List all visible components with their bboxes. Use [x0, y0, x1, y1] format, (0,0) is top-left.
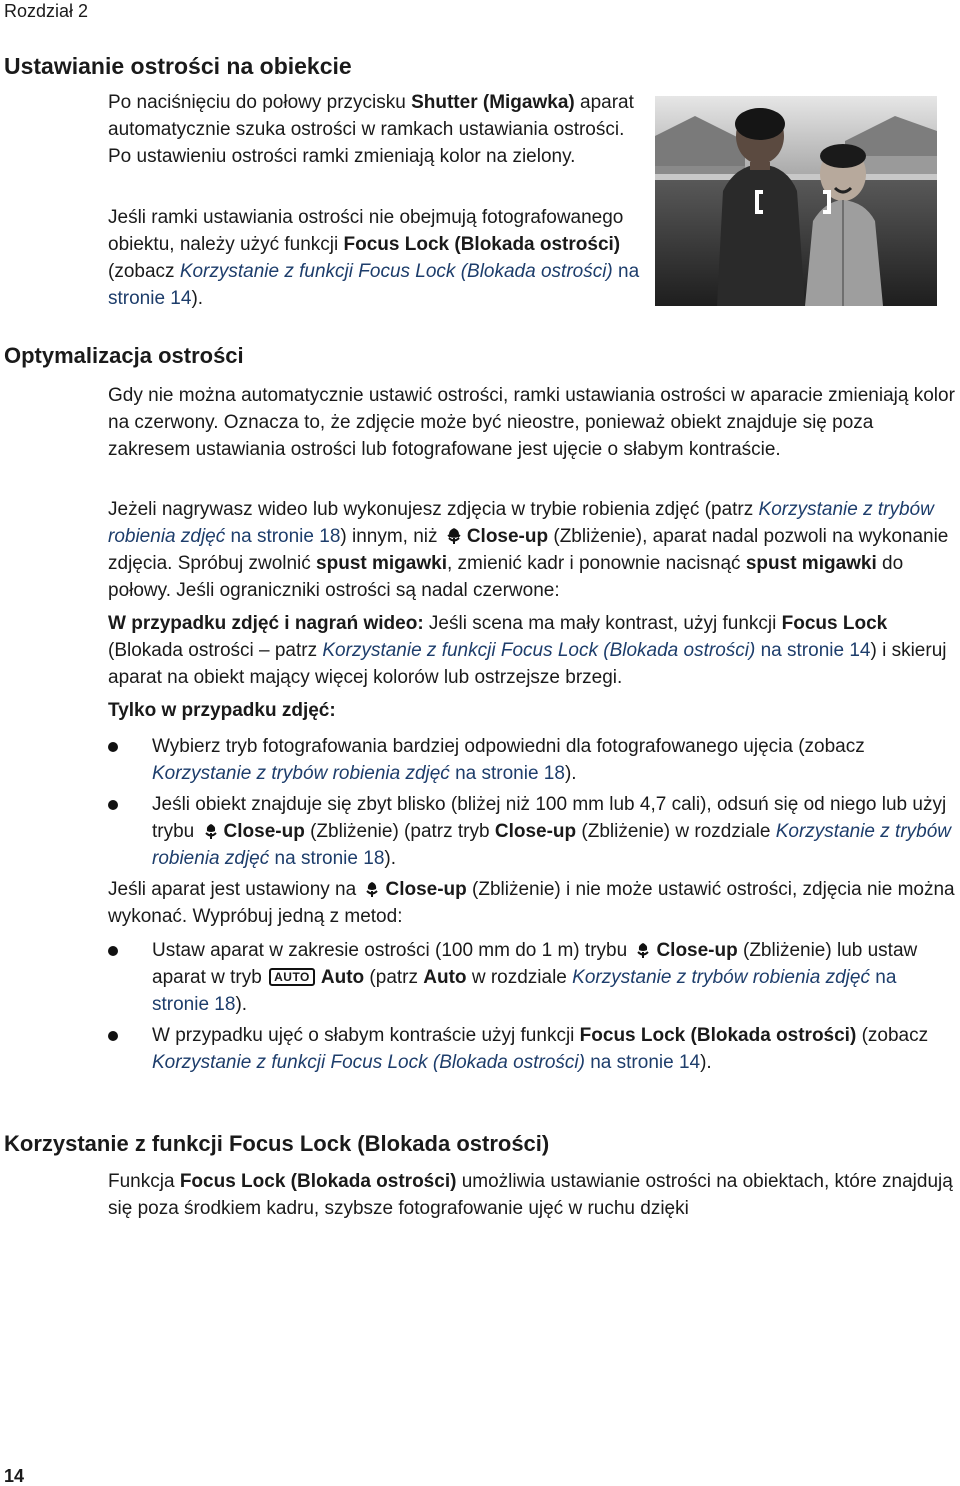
text: do połowy. Jeśli ograniczniki ostrości są nadal czerwone: [108, 553, 904, 601]
text: (Zbliżenie), aparat nadal pozwoli na wykonanie zdjęcia. Spróbuj zwolnić [108, 526, 949, 574]
bullet-icon [108, 742, 118, 752]
text: (Blokada ostrości – patrz [108, 640, 323, 661]
optimize-paragraph-2 [108, 496, 956, 604]
link-modes[interactable]: Korzystanie z trybów robienia zdjęć na stronie 18 [152, 763, 565, 784]
flower-macro-icon [634, 941, 652, 959]
closeup-tips-list [108, 937, 956, 1080]
link-focus-lock[interactable]: Korzystanie z funkcji Focus Lock (Blokada ostrości) na stronie 14 [108, 261, 640, 309]
focus-paragraph-2 [108, 204, 648, 312]
optimize-paragraph-3 [108, 610, 956, 691]
link-modes[interactable]: Korzystanie z trybów robienia zdjęć na stronie 18 [152, 821, 952, 869]
link-focus-lock[interactable]: Korzystanie z funkcji Focus Lock (Blokada ostrości) na stronie 14 [152, 1052, 701, 1073]
link-modes[interactable]: Korzystanie z trybów robienia zdjęć na stronie 18 [108, 499, 934, 547]
list-item: Jeśli obiekt znajduje się zbyt blisko (bliżej niż 100 mm lub 4,7 cali), odsuń się od niego lub użyj trybu Close-up (Zbliżenie) (patrz tryb Close-up (Zbliżenie) w rozdziale Korzystanie z trybów robienia zdjęć na stronie 18). [108, 791, 956, 872]
bullet-icon [108, 1031, 118, 1041]
focus-lock-paragraph: Funkcja Focus Lock (Blokada ostrości) umożliwia ustawianie ostrości na obiektach, które znajdują się poza środkiem kadru, szybsze fotografowanie ujęć w ruchu dzięki [108, 1171, 953, 1219]
photos-only-label: Tylko w przypadku zdjęć: [108, 700, 336, 721]
text: (zobacz [108, 261, 180, 282]
example-photo [655, 96, 937, 306]
text: ) innym, niż [340, 526, 443, 547]
shutter-release-term: spust migawki [745, 553, 877, 574]
focus-lock-term: Focus Lock [781, 613, 888, 634]
photo-illustration [655, 96, 937, 306]
list-item: Ustaw aparat w zakresie ostrości (100 mm do 1 m) trybu Close-up (Zbliżenie) lub ustaw aparat w tryb AUTO Auto (patrz Auto w rozdziale Korzystanie z trybów robienia zdjęć na stronie 18). [108, 937, 956, 1018]
close-up-term: Close-up [466, 526, 549, 547]
section-title-focus: Ustawianie ostrości na obiekcie [4, 53, 352, 79]
text: Jeżeli nagrywasz wideo lub wykonujesz zdjęcia w trybie robienia zdjęć (patrz [108, 499, 759, 520]
link-focus-lock[interactable]: Korzystanie z funkcji Focus Lock (Blokada ostrości) na stronie 14 [322, 640, 871, 661]
shutter-term: Shutter (Migawka) [411, 92, 575, 113]
flower-macro-icon [363, 880, 381, 898]
page-number: 14 [4, 1466, 25, 1486]
list-item: W przypadku ujęć o słabym kontraście użyj funkcji Focus Lock (Blokada ostrości) (zobacz Korzystanie z funkcji Focus Lock (Blokada ostrości) na stronie 14). [108, 1022, 956, 1076]
text: aparat automatycznie szuka ostrości w ramkach ustawiania ostrości. Po ustawieniu ostrości ramki zmieniają kolor na zielony. [108, 92, 634, 167]
text: Po naciśnięciu do połowy przycisku [108, 92, 412, 113]
chapter-header: Rozdział 2 [4, 1, 89, 21]
text: ) i skieruj aparat na obiekt mający więcej kolorów lub ostrzejsze brzegi. [108, 640, 947, 688]
flower-macro-icon [445, 527, 463, 545]
text: Jeśli ramki ustawiania ostrości nie obejmują fotografowanego obiektu, należy użyć funkcji [108, 207, 624, 255]
flower-macro-icon [202, 822, 220, 840]
link-modes[interactable]: Korzystanie z trybów robienia zdjęć na stronie 18 [152, 967, 897, 1015]
auto-mode-icon: AUTO [269, 968, 315, 986]
bullet-icon [108, 946, 118, 956]
bullet-icon [108, 800, 118, 810]
focus-lock-term: Focus Lock (Blokada ostrości) [179, 1171, 457, 1192]
photo-tips-list [108, 733, 956, 876]
optimize-paragraph-5: Jeśli aparat jest ustawiony na Close-up (Zbliżenie) i nie może ustawić ostrości, zdjęcia nie można wykonać. Wypróbuj jedną z metod: [108, 879, 955, 927]
text: Jeśli scena ma mały kontrast, użyj funkcji [423, 613, 782, 634]
photos-videos-label: W przypadku zdjęć i nagrań wideo: [108, 613, 424, 634]
section-title-optimize: Optymalizacja ostrości [4, 343, 244, 368]
optimize-paragraph-1: Gdy nie można automatycznie ustawić ostrości, ramki ustawiania ostrości w aparacie zmieniają kolor na czerwony. Oznacza to, że zdjęcie może być nieostre, ponieważ obiekt znajduje się poza zakresem ustawiania ostrości lub fotografowane jest ujęcie o słabym kontraście. [108, 385, 955, 460]
shutter-release-term: spust migawki [316, 553, 447, 574]
list-item: Wybierz tryb fotografowania bardziej odpowiedni dla fotografowanego ujęcia (zobacz Korzystanie z trybów robienia zdjęć na stronie 18). [108, 733, 956, 787]
focus-lock-term: Focus Lock (Blokada ostrości) [343, 234, 621, 255]
section-title-focus-lock: Korzystanie z funkcji Focus Lock (Blokada ostrości) [4, 1131, 550, 1156]
focus-paragraph-1 [108, 89, 648, 170]
text: , zmienić kadr i ponownie nacisnąć [446, 553, 746, 574]
text: ). [191, 288, 204, 309]
